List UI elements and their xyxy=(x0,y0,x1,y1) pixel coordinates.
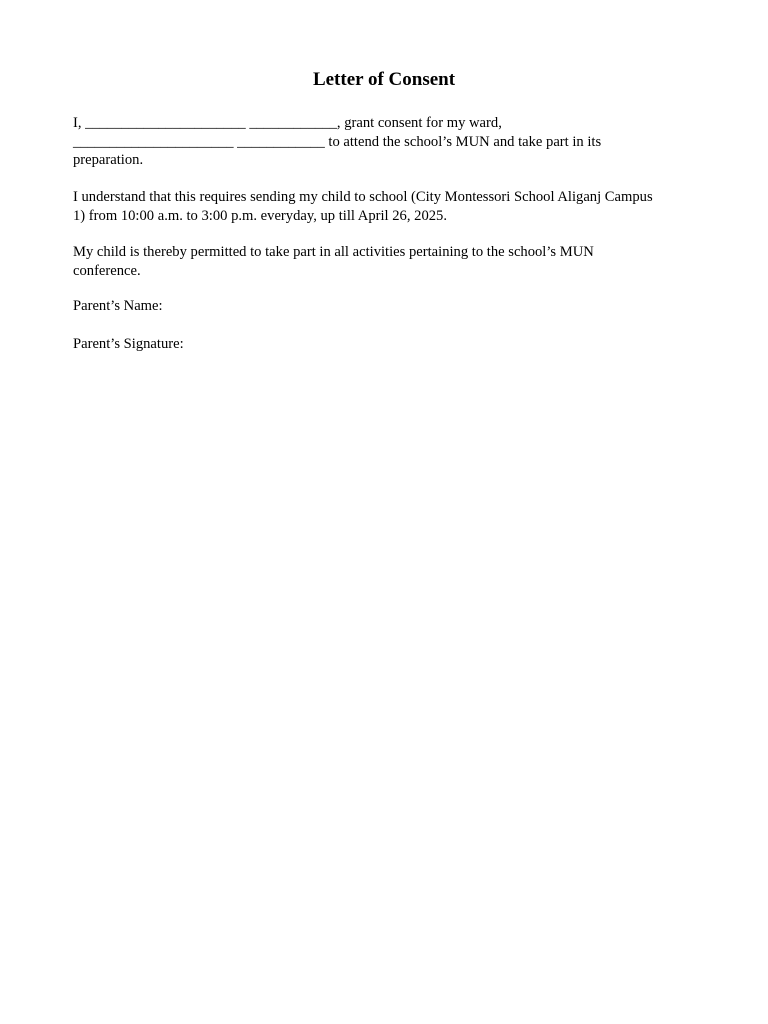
understanding-line-1: I understand that this requires sending my child to school (City Montessori School Aliganj Campus xyxy=(73,189,653,205)
permission-paragraph xyxy=(73,243,703,280)
consent-paragraph xyxy=(73,114,703,170)
consent-line-1: I, ______________________ ____________, grant consent for my ward, xyxy=(73,115,502,131)
understanding-line-2: 1) from 10:00 a.m. to 3:00 p.m. everyday, up till April 26, 2025. xyxy=(73,207,447,224)
permission-line-2: conference. xyxy=(73,262,141,279)
parent-name-label: Parent’s Name: xyxy=(73,298,163,314)
document-title: Letter of Consent xyxy=(312,69,456,90)
understanding-paragraph xyxy=(73,188,703,225)
consent-line-2: ______________________ ____________ to attend the school’s MUN and take part in its xyxy=(73,133,602,150)
permission-line-1: My child is thereby permitted to take part in all activities pertaining to the school’s MUN xyxy=(73,244,594,260)
parent-signature-label: Parent’s Signature: xyxy=(73,336,184,352)
consent-line-3: preparation. xyxy=(73,152,144,168)
